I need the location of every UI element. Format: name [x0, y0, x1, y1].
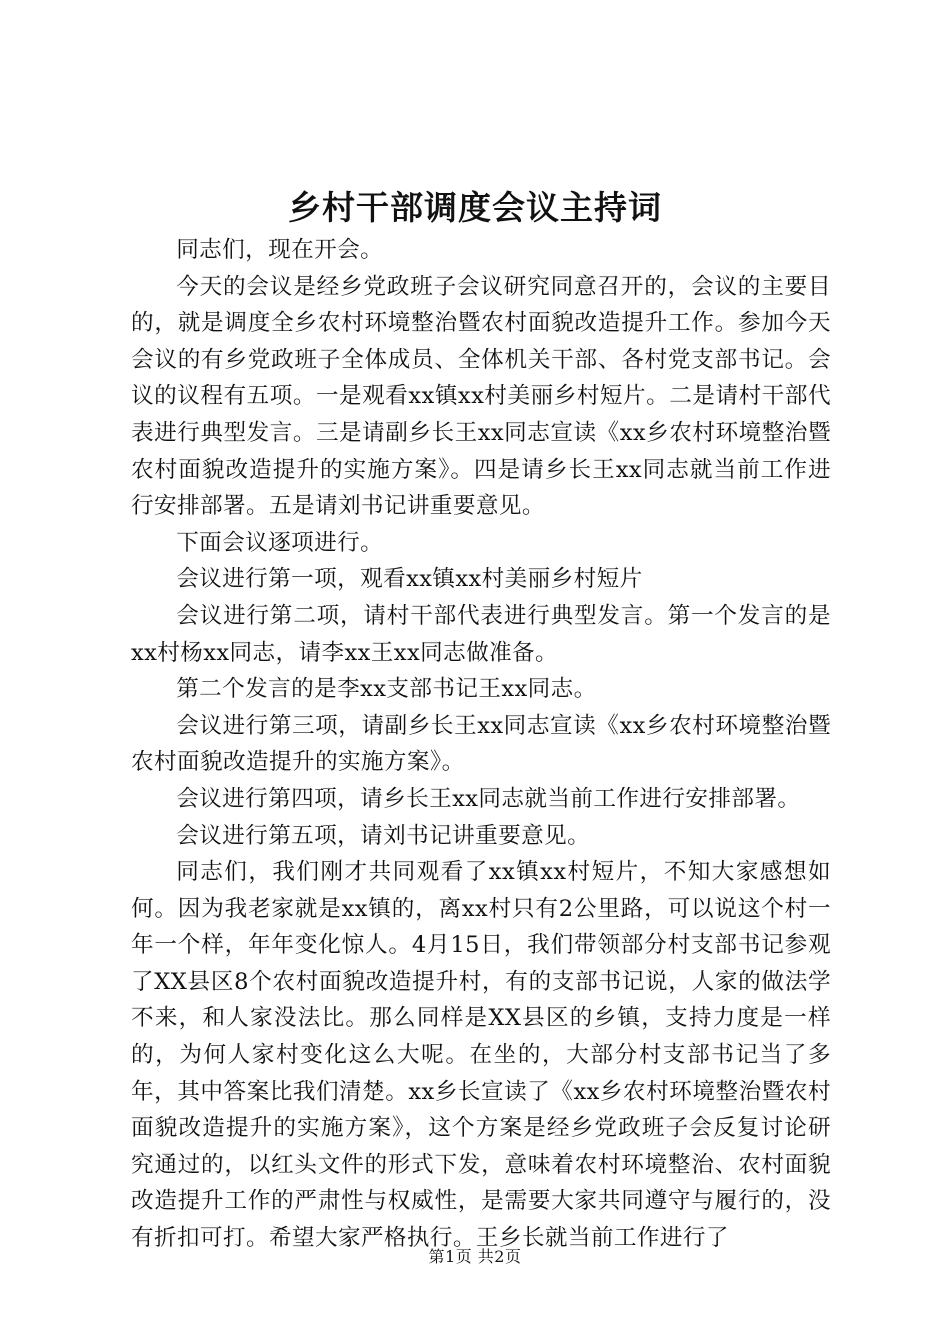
paragraph-item-4: 会议进行第四项，请乡长王xx同志就当前工作进行安排部署。 — [176, 785, 801, 812]
paragraph-item-5: 会议进行第五项，请刘书记讲重要意见。 — [176, 822, 591, 849]
document-body — [131, 232, 831, 1257]
paragraph-item-3: 会议进行第三项，请副乡长王xx同志宣读《xx乡农村环境整治暨农村面貌改造提升的实施方案》。 — [131, 712, 831, 776]
paragraph-agenda: 今天的会议是经乡党政班子会议研究同意召开的，会议的主要目的，就是调度全乡农村环境整治暨农村面貌改造提升工作。参加今天会议的有乡党政班子全体成员、全体机关干部、各村党支部书记。会议的议程有五项。一是观看xx镇xx村美丽乡村短片。二是请村干部代表进行典型发言。三是请副乡长王xx同志宣读《xx乡农村环境整治暨农村面貌改造提升的实施方案》。四是请乡长王xx同志就当前工作进行安排部署。五是请刘书记讲重要意见。 — [131, 273, 831, 520]
page-footer: 第1页 共2页 — [428, 1247, 522, 1266]
paragraph-item-1: 会议进行第一项，观看xx镇xx村美丽乡村短片 — [176, 566, 643, 593]
document-title: 乡村干部调度会议主持词 — [288, 188, 662, 227]
paragraph-closing-remarks: 同志们，我们刚才共同观看了xx镇xx村短片，不知大家感想如何。因为我老家就是xx镇的，离xx村只有2公里路，可以说这个村一年一个样，年年变化惊人。4月15日，我们带领部分村支部书记参观了XX县区8个农村面貌改造提升村，有的支部书记说，人家的做法学不来，和人家没法比。那么同样是XX县区的乡镇，支持力度是一样的，为何人家村变化这么大呢。在坐的，大部分村支部书记当了多年，其中答案比我们清楚。xx乡长宣读了《xx乡农村环境整治暨农村面貌改造提升的实施方案》，这个方案是经乡党政班子会反复讨论研究通过的，以红头文件的形式下发，意味着农村环境整治、农村面貌改造提升工作的严肃性与权威性，是需要大家共同遵守与履行的，没有折扣可打。希望大家严格执行。王乡长就当前工作进行了 — [131, 859, 831, 1252]
paragraph-second-speaker: 第二个发言的是李xx支部书记王xx同志。 — [176, 676, 597, 703]
paragraph-opening: 同志们，现在开会。 — [176, 237, 384, 263]
paragraph-item-2: 会议进行第二项，请村干部代表进行典型发言。第一个发言的是xx村杨xx同志，请李xx王xx同志做准备。 — [131, 602, 831, 666]
paragraph-proceed: 下面会议逐项进行。 — [176, 529, 384, 556]
